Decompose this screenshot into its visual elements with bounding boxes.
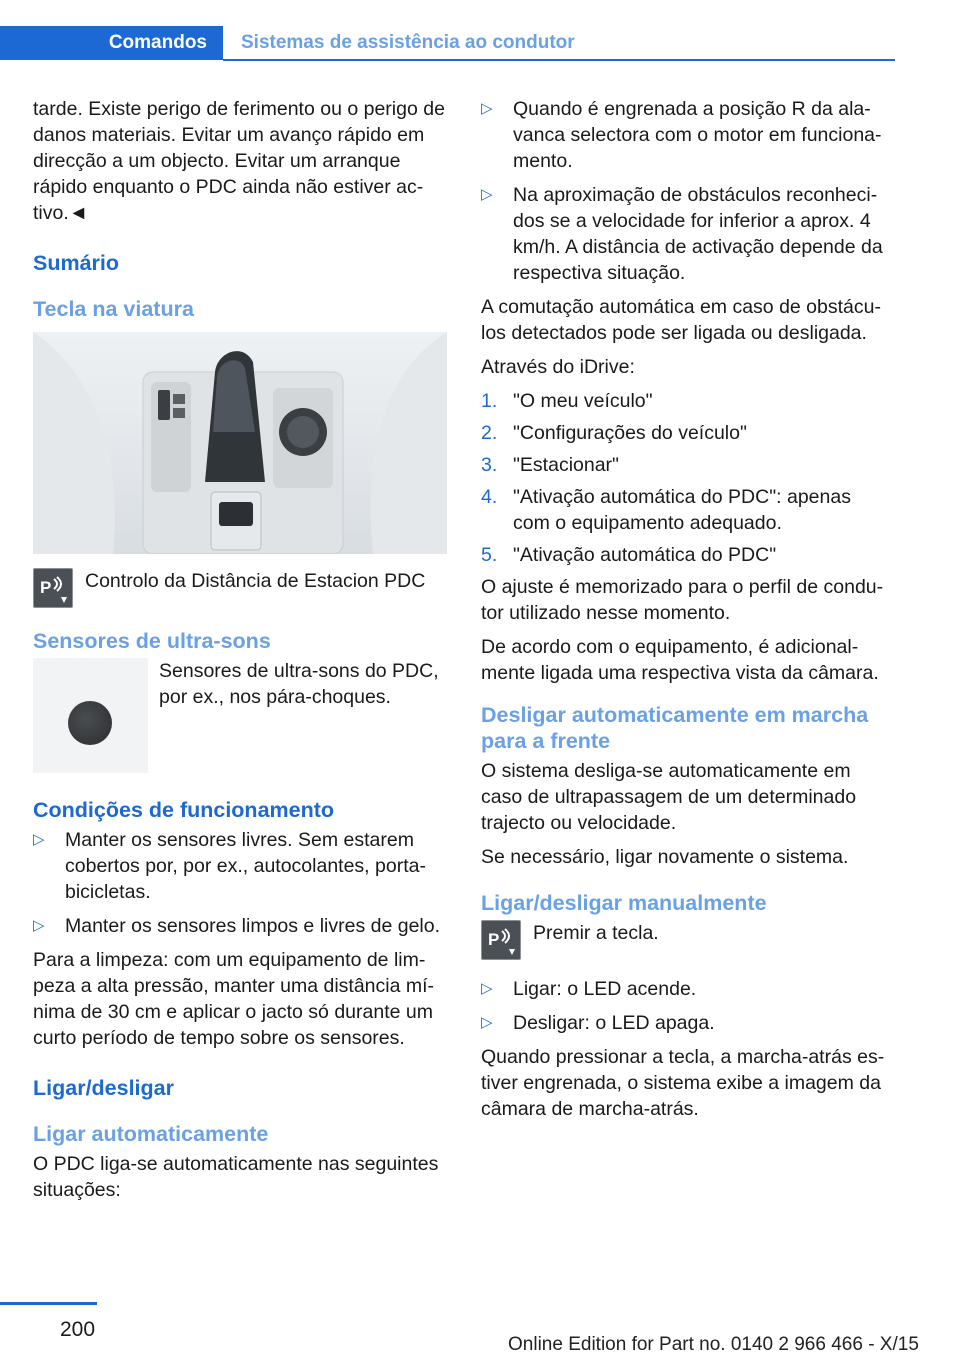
- triangle-right-outline-icon: ▷: [33, 831, 45, 848]
- comutacao-paragraph: A comutação automática em caso de obstáculos detectados pode ser ligada ou desligada.: [481, 296, 881, 344]
- heading-desligar-auto: Desligar automaticamente em marcha para a frente: [481, 703, 869, 753]
- heading-sumario: Sumário: [33, 251, 120, 275]
- list-item: ▷ Manter os sensores limpos e livres de gelo.: [33, 915, 441, 937]
- step-item: 1. "O meu veículo": [481, 390, 653, 412]
- se-necessario-paragraph: Se necessário, ligar novamente o sistema.: [481, 846, 849, 868]
- right-column: [481, 96, 893, 1130]
- parking-sensor-key-icon: [481, 920, 521, 960]
- svg-text:P: P: [488, 930, 500, 949]
- triangle-right-outline-icon: ▷: [481, 186, 493, 203]
- step-item: 3. "Estacionar": [481, 454, 619, 476]
- heading-tecla: Tecla na viatura: [33, 297, 194, 321]
- heading-ligar-auto: Ligar automaticamente: [33, 1122, 269, 1146]
- sensor-dot: [68, 701, 112, 745]
- heading-condicoes: Condições de funcionamento: [33, 798, 335, 822]
- manual-key-row: [481, 920, 893, 960]
- equip-paragraph: De acordo com o equipamento, é adicionalmente ligada uma respectiva vista da câmara.: [481, 636, 879, 684]
- left-column: [33, 96, 449, 1211]
- list-item: ▷ Na aproximação de obstáculos reconhecidos se a velocidade for inferior a aprox. 4 km/h. A distância de activação depende da respectiva situação.: [481, 184, 883, 284]
- gear-console-photo: [33, 332, 447, 554]
- tab-chapter[interactable]: Sistemas de assistência ao condutor: [241, 32, 575, 53]
- limpeza-paragraph: Para a limpeza: com um equipamento de limpeza a alta pressão, manter uma distância mínima de 30 cm e aplicar o jacto só durante um curto período de tempo sobre os sensores.: [33, 949, 435, 1049]
- desligar-paragraph: O sistema desliga-se automaticamente em caso de ultrapassagem de um determinado trajecto ou velocidade.: [481, 760, 857, 834]
- triangle-right-outline-icon: ▷: [33, 917, 45, 934]
- console-illustration: [33, 332, 447, 554]
- sensor-row: [33, 658, 449, 773]
- sensor-caption: Sensores de ultra-sons do PDC, por ex., nos pára-choques.: [159, 660, 439, 708]
- tab-comandos[interactable]: [0, 26, 223, 60]
- page-number: 200: [60, 1318, 96, 1341]
- list-item: ▷ Quando é engrenada a posição R da alavanca selectora com o motor em funcionamento.: [481, 98, 882, 172]
- ultrasonic-sensor-image: [33, 658, 148, 773]
- triangle-right-outline-icon: ▷: [481, 980, 493, 997]
- triangle-right-outline-icon: ▷: [481, 1014, 493, 1031]
- triangle-right-outline-icon: ▷: [481, 100, 493, 117]
- footer-divider: [0, 1302, 97, 1305]
- step-item: 4. "Ativação automática do PDC": apenas com o equipamento adequado.: [481, 486, 851, 534]
- list-item: ▷ Desligar: o LED apaga.: [481, 1012, 715, 1034]
- premir-caption: Premir a tecla.: [533, 922, 659, 944]
- quando-paragraph: Quando pressionar a tecla, a marcha-atrás estiver engrenada, o sistema exibe a imagem da câmara de marcha-atrás.: [481, 1046, 885, 1120]
- section-label: Comandos: [108, 32, 207, 53]
- list-item: ▷ Manter os sensores livres. Sem estarem cobertos por, por ex., autocolantes, porta-bicicletas.: [33, 829, 426, 903]
- page-header: [0, 26, 895, 62]
- header-divider: [223, 59, 895, 61]
- heading-ligar-desligar: Ligar/desligar: [33, 1076, 174, 1100]
- heading-manual: Ligar/desligar manualmente: [481, 891, 767, 915]
- heading-sensores: Sensores de ultra-sons: [33, 629, 271, 653]
- parking-sensor-key-icon: [33, 568, 73, 608]
- ligar-auto-paragraph: O PDC liga-se automaticamente nas seguintes situações:: [33, 1153, 439, 1201]
- svg-text:P: P: [40, 578, 52, 597]
- list-item: ▷ Ligar: o LED acende.: [481, 978, 697, 1000]
- ajuste-paragraph: O ajuste é memorizado para o perfil de condutor utilizado nesse momento.: [481, 576, 884, 624]
- step-item: 2. "Configurações do veículo": [481, 422, 747, 444]
- idrive-paragraph: Através do iDrive:: [481, 356, 635, 378]
- intro-paragraph: tarde. Existe perigo de ferimento ou o perigo de danos materiais. Evitar um avanço rápido em direcção a um objecto. Evitar um arranque rápido enquanto o PDC ainda não estiver activo.◄: [33, 98, 445, 224]
- step-item: 5. "Ativação automática do PDC": [481, 544, 777, 566]
- edition-text: Online Edition for Part no. 0140 2 966 466 - X/15: [508, 1334, 919, 1355]
- pdc-key-caption: Controlo da Distância de Estacion PDC: [85, 570, 426, 592]
- pdc-key-row: [33, 568, 449, 608]
